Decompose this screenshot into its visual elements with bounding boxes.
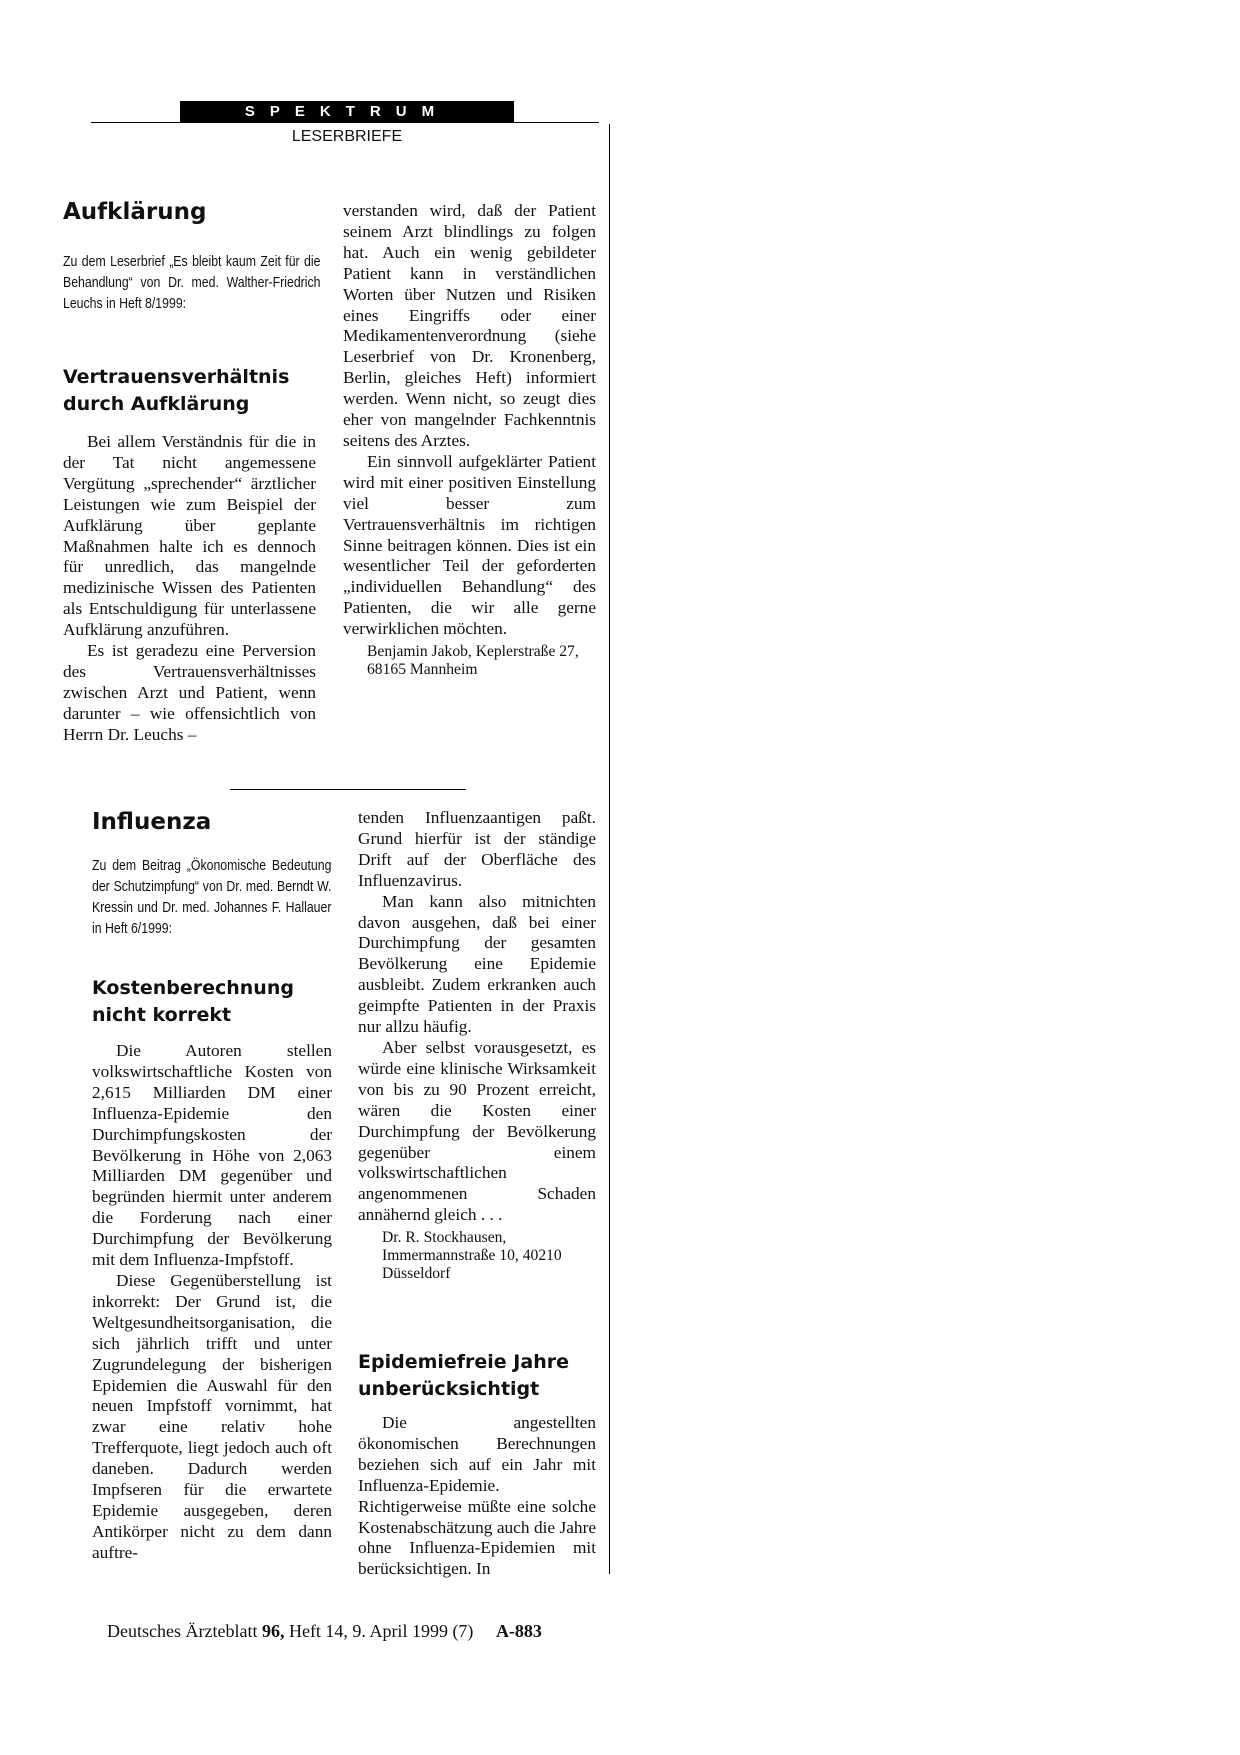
signature: Benjamin Jakob, Keplerstraße 27, 68165 Mannheim [367,643,579,679]
letter-body [358,1413,596,1580]
article-title: Aufklärung [63,199,207,225]
letter-body-column-2 [358,808,596,1283]
article-separator [230,789,466,790]
paragraph: Aber selbst vorausgesetzt, es würde eine klinische Wirksamkeit von bis zu 90 Prozent erreicht, wären die Kosten einer Durchimpfung der Bevölkerung gegenüber einem volkswirtschaftlichen angenommenen Schaden annähernd gleich . . . [358,1037,596,1225]
letter-heading: Kostenberechnung nicht korrekt [92,977,294,1026]
paragraph: Diese Gegenüberstellung ist inkorrekt: Der Grund ist, die Weltgesundheitsorganisation, die sich jährlich trifft und unter Zugrundelegung der bisherigen Epidemien die Auswahl für den neuen Impfstoff vornimmt, hat zwar eine relativ hohe Trefferquote, liegt jedoch auch oft daneben. Dadurch werden Impfseren für die erwartete Epidemie ausgegeben, deren Antikörper nicht zu dem dann auftre- [92,1270,332,1562]
section-label: SPEKTRUM [244,103,450,120]
paragraph: Bei allem Verständnis für die in der Tat nicht angemessene Vergütung „sprechender“ ärztlicher Leistungen wie zum Beispiel der Aufklärung über geplante Maßnahmen halte ich es dennoch für unredlich, das mangelnde medizinische Wissen des Patienten als Entschuldigung für unterlassene Aufklärung anzuführen. [63,432,316,640]
letter-body-column-2 [343,201,596,679]
reference-note: Zu dem Leserbrief „Es bleibt kaum Zeit für die Behandlung“ von Dr. med. Walther-Friedrich Leuchs in Heft 8/1999: [63,253,321,312]
letter-heading: Vertrauensverhältnis durch Aufklärung [63,366,290,415]
page-number: A-883 [495,1621,542,1641]
column-divider [609,124,610,1574]
journal-name: Deutsches Ärzteblatt [107,1621,258,1641]
reference-note: Zu dem Beitrag „Ökonomische Bedeutung der Schutzimpfung“ von Dr. med. Berndt W. Kressin und Dr. med. Johannes F. Hallauer in Heft 6/1999: [92,857,332,937]
volume-number: 96, [261,1621,285,1641]
article-title: Influenza [92,809,212,835]
section-banner [180,101,514,123]
letter-body-column-1 [63,432,316,746]
issue-info: Heft 14, 9. April 1999 (7) [288,1621,474,1641]
paragraph: tenden Influenzaantigen paßt. Grund hierfür ist der ständige Drift auf der Oberfläche des Influenzavirus. [358,808,596,890]
letter-body-column-1 [92,1041,332,1564]
paragraph: Es ist geradezu eine Perversion des Vertrauensverhältnisses zwischen Arzt und Patient, wenn darunter – wie offensichtlich von Herrn Dr. Leuchs – [63,641,316,744]
paragraph: Ein sinnvoll aufgeklärter Patient wird mit einer positiven Einstellung viel besser zum Vertrauensverhältnis im richtigen Sinne beitragen können. Dies ist ein wesentlicher Teil der geforderten „individuellen Behandlung“ des Patienten, die wir alle gerne verwirklichen möchten. [343,451,596,639]
signature: Dr. R. Stockhausen, Immermannstraße 10, 40210 Düsseldorf [382,1229,562,1283]
paragraph: Die angestellten ökonomischen Berechnungen beziehen sich auf ein Jahr mit Influenza-Epidemie. Richtigerweise müßte eine solche Kostenabschätzung auch die Jahre ohne Influenza-Epidemien mit berücksichtigen. In [358,1413,596,1579]
letter-heading: Epidemiefreie Jahre unberücksichtigt [358,1351,569,1400]
paragraph: Die Autoren stellen volkswirtschaftliche Kosten von 2,615 Milliarden DM einer Influenza-Epidemie den Durchimpfungskosten der Bevölkerung in Höhe von 2,063 Milliarden DM gegenüber und begründen hiermit unter anderem die Forderung nach einer Durchimpfung der Bevölkerung mit dem Influenza-Impfstoff. [92,1041,332,1270]
subsection-label: LESERBRIEFE [291,128,403,145]
paragraph: verstanden wird, daß der Patient seinem Arzt blindlings zu folgen hat. Auch ein wenig gebildeter Patient kann in verständlichen Worten über Nutzen und Risiken eines Eingriffs oder einer Medikamentenverordnung (siehe Leserbrief von Dr. Kronenberg, Berlin, gleiches Heft) informiert werden. Wenn nicht, so zeugt dies eher von mangelnder Fachkenntnis seitens des Arztes. [343,201,596,450]
paragraph: Man kann also mitnichten davon ausgehen, daß bei einer Durchimpfung der gesamten Bevölkerung eine Epidemie ausbleibt. Zudem erkranken auch geimpfte Patienten in der Praxis nur allzu häufig. [358,891,596,1037]
page-footer [107,1620,542,1642]
